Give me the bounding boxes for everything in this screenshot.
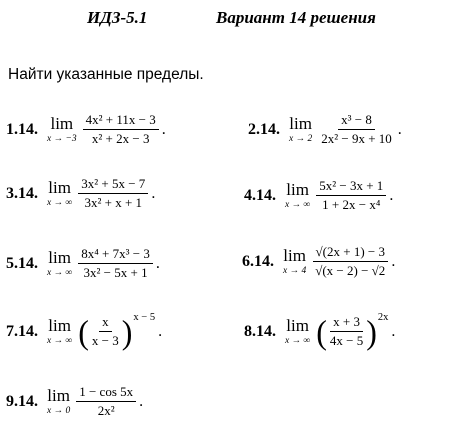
limit-approach: x → ∞ (47, 268, 73, 278)
limit-operator (289, 115, 312, 144)
problem-number: 5.14. (6, 254, 38, 272)
numerator: x³ − 8 (338, 112, 375, 130)
limit-operator (47, 249, 72, 278)
lim-label: lim (286, 180, 309, 199)
denominator: √(x − 2) − √2 (315, 263, 386, 278)
problem-1: 1.14. lim x → −3 $\frac{\text{4x² + 11x − 3}}{\text{x² + 2x − 3}}$ . (6, 112, 166, 146)
denominator: x² + 2x − 3 (91, 131, 150, 146)
denominator: 1 + 2x − x⁴ (322, 197, 381, 212)
lim-label: lim (48, 316, 71, 335)
problem-number: 2.14. (248, 120, 280, 138)
denominator: 2x² (97, 403, 115, 418)
variant-title: Вариант 14 решения (216, 8, 376, 27)
lim-label: lim (48, 248, 71, 267)
problem-2: 2.14. lim x → 2 $\frac{\text{x³ − 8}}{\text{2x² − 9x + 10}}$ . (248, 112, 402, 146)
fraction (327, 314, 366, 349)
numerator: 1 − cos 5x (76, 384, 136, 402)
problem-number: 8.14. (244, 322, 276, 340)
numerator: 4x² + 11x − 3 (83, 112, 159, 130)
numerator: x + 3 (330, 314, 363, 332)
fraction (316, 178, 386, 213)
problem-3: 3.14. lim x → ∞ $\frac{\text{3x² + 5x − 7}}{\text{3x² + x + 1}}$ . (6, 176, 156, 210)
problem-number: 1.14. (6, 120, 38, 138)
fraction (83, 112, 159, 147)
limit-operator (285, 317, 310, 346)
problem-4: 4.14. lim x → ∞ $\frac{\text{5x² − 3x + 1}}{\text{1 + 2x − x⁴}}$ . (244, 178, 394, 212)
problem-8: 8.14. lim x → ∞ ( $\frac{x + 3}{4x - 5}$ ) 2x . (244, 312, 396, 351)
limit-approach: x → ∞ (47, 336, 73, 346)
denominator: 2x² − 9x + 10 (321, 131, 392, 146)
numerator: x (99, 314, 112, 332)
problem-number: 3.14. (6, 184, 38, 202)
problem-number: 9.14. (6, 392, 38, 410)
lim-label: lim (47, 386, 70, 405)
fraction (78, 246, 153, 281)
limit-approach: x → ∞ (285, 200, 311, 210)
exponent: 2x (377, 312, 389, 323)
limit-operator (285, 181, 310, 210)
numerator: 5x² − 3x + 1 (316, 178, 386, 196)
problem-6: 6.14. lim x → 4 $\frac{√(2x + 1) - 3}{√(x - 2) - √2}$ . (242, 244, 396, 278)
numerator: √(2x + 1) − 3 (313, 244, 388, 262)
instructions: Найти указанные пределы. (8, 66, 204, 83)
limit-operator (283, 247, 306, 276)
exponent: x − 5 (133, 312, 156, 323)
problem-7: 7.14. lim x → ∞ ( $\frac{x}{x - 3}$ ) x − 5 . (6, 312, 163, 351)
problem-number: 6.14. (242, 252, 274, 270)
denominator: 3x² − 5x + 1 (83, 265, 148, 280)
denominator: x − 3 (91, 333, 119, 348)
limit-approach: x → ∞ (47, 198, 73, 208)
fraction (89, 314, 122, 349)
denominator: 4x − 5 (329, 333, 364, 348)
fraction (312, 244, 388, 279)
limit-operator (47, 317, 72, 346)
lim-label: lim (286, 316, 309, 335)
limit-operator (47, 387, 70, 416)
limit-approach: x → ∞ (285, 336, 311, 346)
lim-label: lim (50, 114, 74, 133)
fraction (76, 384, 136, 419)
limit-approach: x → 2 (289, 134, 313, 144)
limit-approach: x → 0 (47, 406, 71, 416)
denominator: 3x² + x + 1 (84, 195, 143, 210)
problem-5: 5.14. lim x → ∞ $\frac{\text{8x⁴ + 7x³ − 3}}{\text{3x² − 5x + 1}}$ . (6, 246, 160, 280)
fraction (318, 112, 395, 147)
limit-operator (47, 179, 72, 208)
assignment-title: ИДЗ-5.1 (87, 8, 148, 27)
problem-number: 4.14. (244, 186, 276, 204)
lim-label: lim (48, 178, 71, 197)
lim-label: lim (289, 114, 312, 133)
numerator: 3x² + 5x − 7 (78, 176, 148, 194)
limit-approach: x → 4 (283, 266, 307, 276)
numerator: 8x⁴ + 7x³ − 3 (78, 246, 153, 264)
limit-operator (47, 115, 77, 144)
problem-number: 7.14. (6, 322, 38, 340)
problem-9: 9.14. lim x → 0 $\frac{1 - \cos 5x}{\text{2x²}}$ . (6, 384, 144, 418)
lim-label: lim (283, 246, 306, 265)
fraction (78, 176, 148, 211)
limit-approach: x → −3 (47, 134, 77, 144)
